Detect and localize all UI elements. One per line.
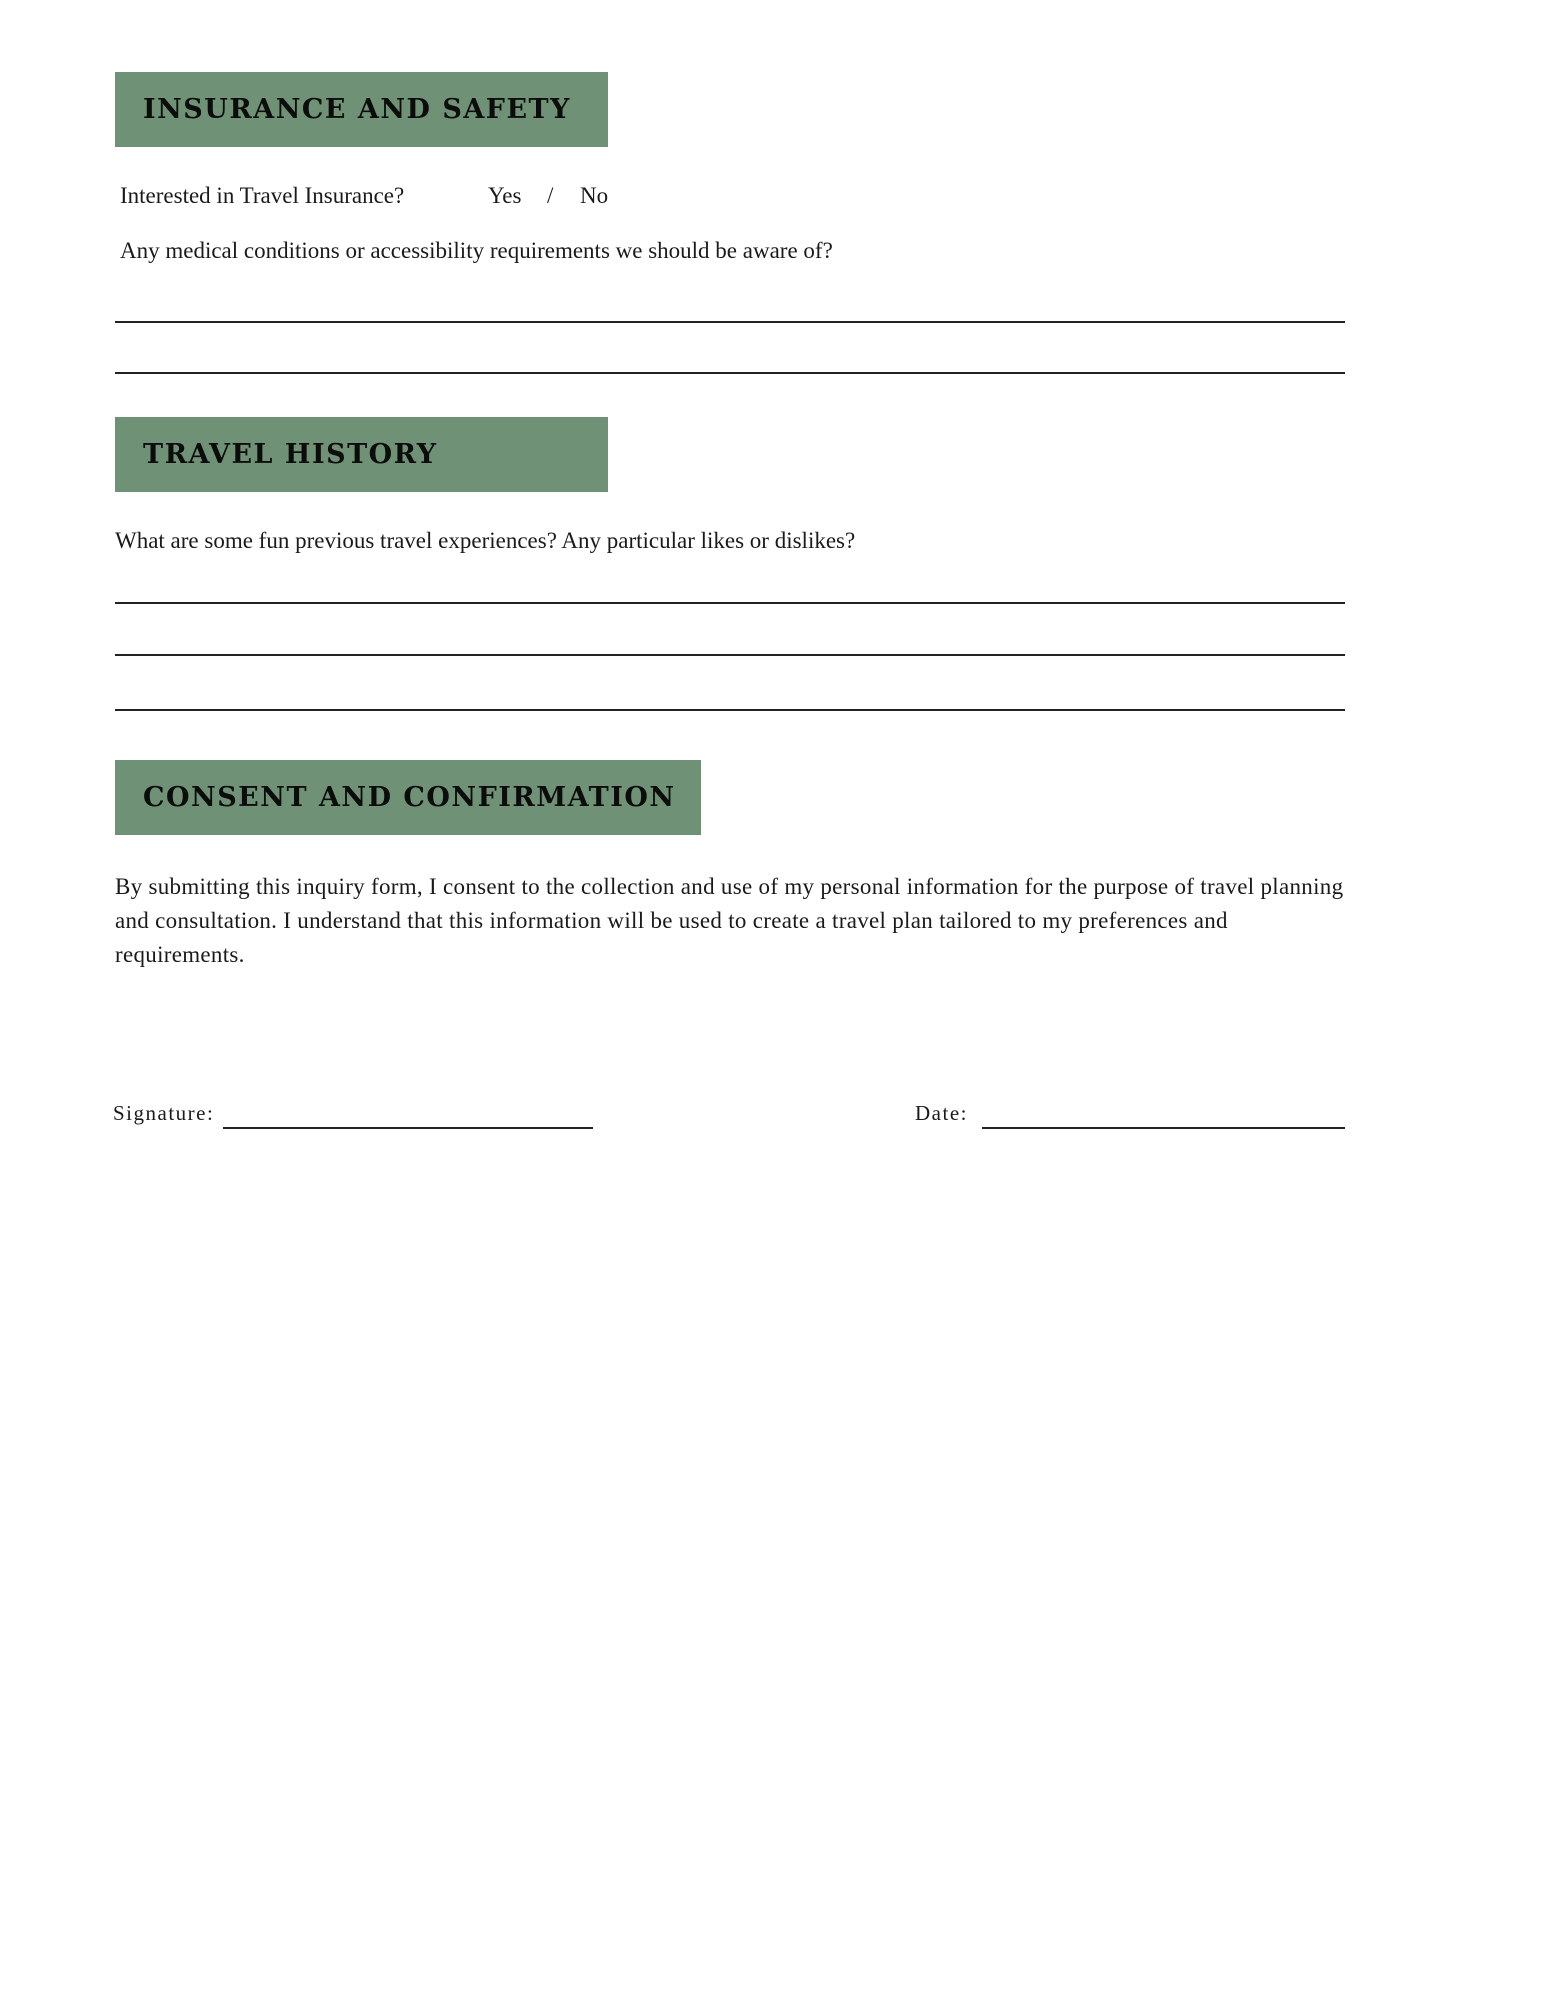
insurance-section-header xyxy=(115,72,608,147)
medical-answer-line-2[interactable] xyxy=(115,372,1345,374)
insurance-option-separator: / xyxy=(547,183,554,208)
date-label: Date: xyxy=(915,1101,968,1125)
consent-text: By submitting this inquiry form, I consent to the collection and use of my personal information for the purpose of travel planning and consultation. I understand that this information will be used to create a travel plan tailored to my preferences and requirements. xyxy=(115,874,1344,967)
signature-line[interactable] xyxy=(223,1127,593,1129)
insurance-option-yes[interactable]: Yes xyxy=(488,183,522,208)
travel-history-question: What are some fun previous travel experiences? Any particular likes or dislikes? xyxy=(115,528,856,553)
travel-insurance-question: Interested in Travel Insurance? xyxy=(120,183,405,208)
consent-section-title: CONSENT AND CONFIRMATION xyxy=(143,782,676,813)
consent-section-header xyxy=(115,760,701,835)
history-answer-line-2[interactable] xyxy=(115,654,1345,656)
travel-history-section-title: TRAVEL HISTORY xyxy=(143,439,438,470)
insurance-section-title: INSURANCE AND SAFETY xyxy=(143,94,571,125)
medical-answer-line-1[interactable] xyxy=(115,321,1345,323)
history-answer-line-3[interactable] xyxy=(115,709,1345,711)
medical-conditions-question: Any medical conditions or accessibility requirements we should be aware of? xyxy=(120,238,833,263)
insurance-option-no[interactable]: No xyxy=(580,183,609,208)
history-answer-line-1[interactable] xyxy=(115,602,1345,604)
signature-label: Signature: xyxy=(113,1101,215,1125)
travel-history-section-header xyxy=(115,417,608,492)
date-line[interactable] xyxy=(982,1127,1345,1129)
